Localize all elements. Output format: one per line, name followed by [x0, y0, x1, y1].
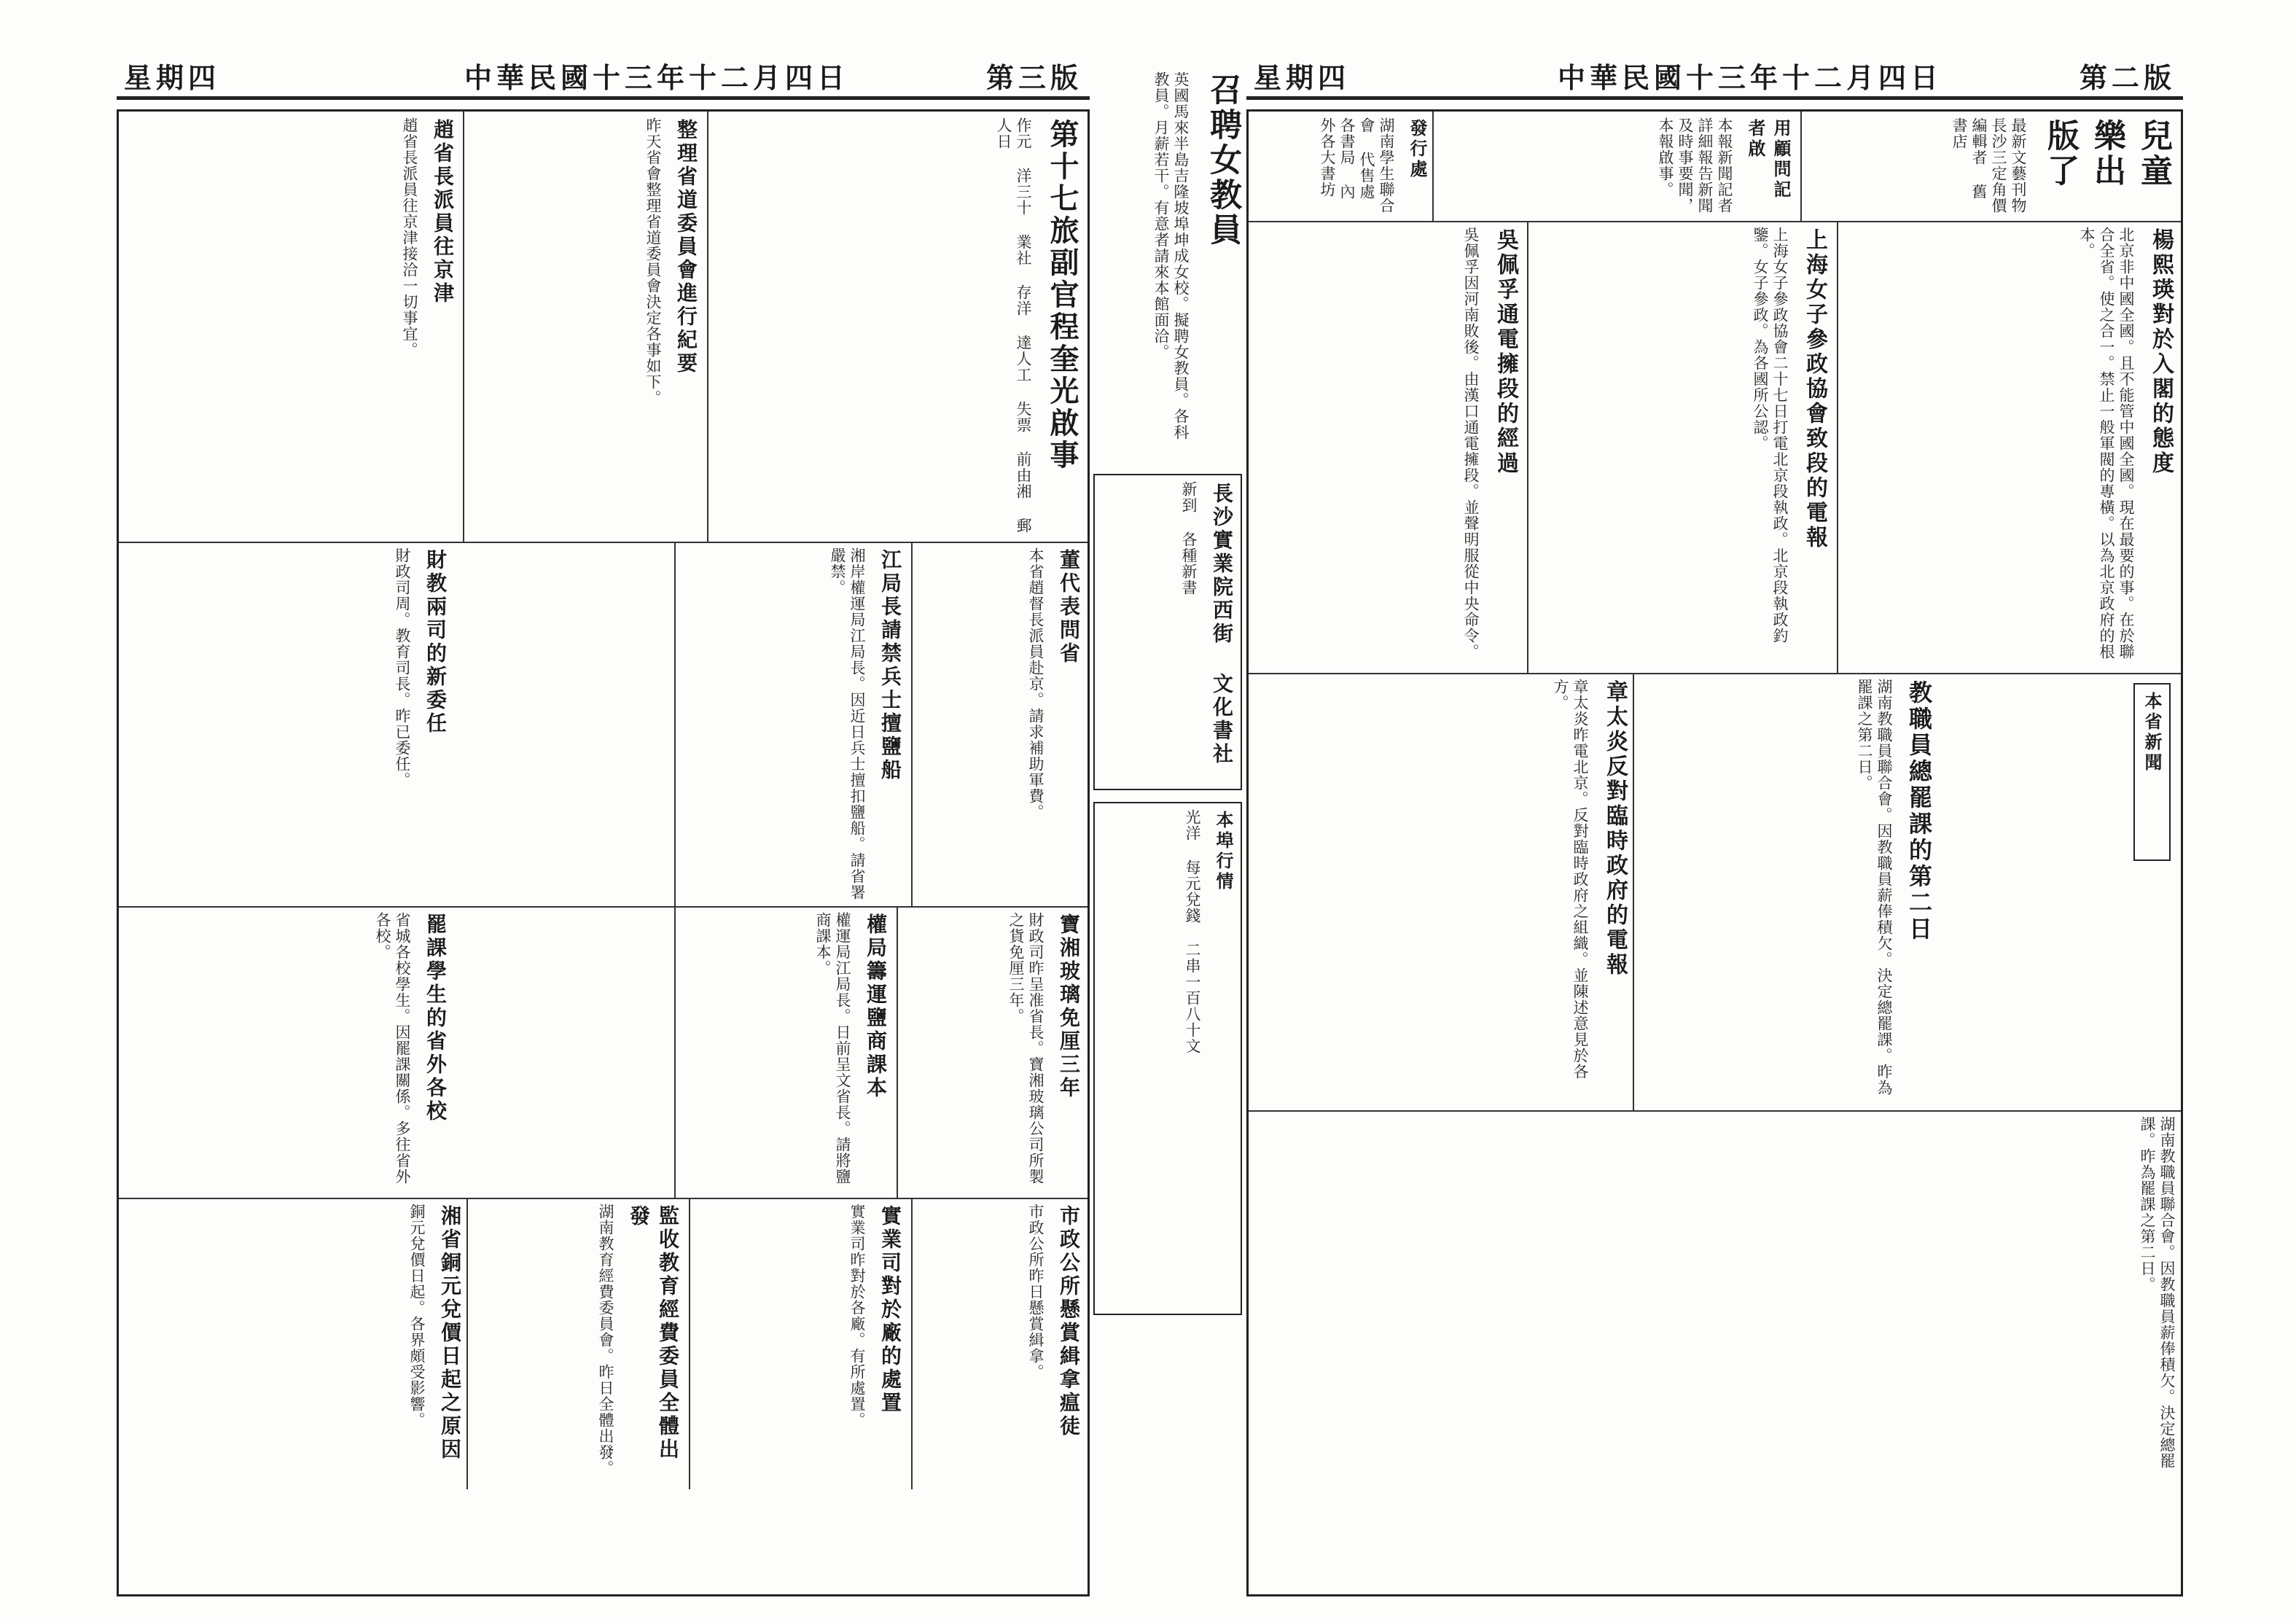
edition-label: 第三版	[985, 61, 1082, 94]
article-zhao	[119, 112, 461, 542]
article-finance-text: 財政司周。教育司長。昨已委任。	[394, 547, 411, 788]
article-yang	[1838, 221, 2181, 673]
middle-tier	[1249, 673, 2181, 1112]
publisher-item	[1249, 112, 1434, 221]
article-funds-text: 湖南教育經費委員會。昨日全體出發。	[597, 1204, 614, 1476]
article-shanghai-headline: 上海女子參政協會致段的電報	[1802, 228, 1827, 550]
weekday-label: 星期四	[124, 61, 221, 94]
article-students-headline: 罷課學生的省外各校	[423, 913, 448, 1123]
ad-market	[1093, 802, 1242, 1315]
article-road	[464, 112, 705, 542]
notice-cheng	[708, 112, 1088, 542]
article-yang-headline: 楊熙瑛對於入閣的態度	[2148, 228, 2174, 476]
article-market-text: 市政公所昨日懸賞緝拿。	[1027, 1204, 1044, 1380]
article-strike-text: 湖南教職員聯合會。因教職員薪俸積欠。決定總罷課。昨為罷課之第二日。	[1856, 679, 1893, 1096]
edition-label: 第二版	[2079, 61, 2176, 94]
article-shanghai-text: 上海女子參政協會二十七日打電北京段執政。北京段執政釣鑒。女子參政。為各國所公認。	[1752, 227, 1789, 644]
ad-teachers-headline: 召聘女教員	[1204, 73, 1241, 248]
article-copper	[119, 1198, 469, 1489]
page-three-header	[117, 51, 1090, 100]
page-two	[1246, 51, 2183, 1596]
page-two-body	[1246, 109, 2183, 1596]
article-dong-headline: 董代表問省	[1057, 549, 1081, 666]
notice-headline: 用顧問記者啟	[1745, 119, 1792, 200]
bottom-tier	[119, 1198, 1088, 1489]
article-jiang-headline: 江局長請禁兵士擅鹽船	[878, 549, 902, 782]
article-zhao-text: 趙省長派員往京津接洽一切事宜。	[401, 117, 418, 358]
article-wu-text: 吳佩孚因河南敗後。由漢口通電擁段。並聲明服從中央命令。	[1462, 227, 1480, 660]
article-salt	[676, 906, 894, 1198]
article-strike-cont-text: 湖南教職員聯合會。因教職員薪俸積欠。決定總罷課。昨為罷課之第二日。	[2139, 1116, 2176, 1469]
article-wu-headline: 吳佩孚通電擁段的經過	[1493, 228, 1518, 476]
publisher-text: 湖南學生聯合會 代售處 各書局 內外各大書坊	[1319, 117, 1395, 214]
article-industry	[690, 1198, 909, 1489]
book-ad-text: 最新文藝刊物 長沙三定角價 編輯者 舊書店	[1951, 117, 2027, 214]
date-label: 中華民國十三年十二月四日	[464, 61, 849, 94]
notice-text: 本報新聞記者詳細報告新聞及時事要聞，本報啟事。	[1657, 117, 1733, 214]
article-salt-headline: 權局籌運鹽商課本	[864, 913, 888, 1100]
article-zhang-text: 章太炎昨電北京。反對臨時政府之組織。並陳述意見於各方。	[1552, 679, 1589, 1080]
ad-bookstore-text: 新到 各種新書	[1180, 481, 1198, 596]
article-glass	[898, 906, 1088, 1198]
article-zhao-headline: 趙省長派員往京津	[431, 119, 455, 305]
page-two-header	[1246, 51, 2183, 100]
article-industry-headline: 實業司對於廠的處置	[878, 1205, 902, 1415]
article-glass-text: 財政司昨呈准省長。寶湘玻璃公司所製之貨免厘三年。	[1007, 912, 1044, 1185]
article-wu	[1249, 221, 1526, 673]
center-gutter	[1086, 66, 1250, 1604]
article-zhang	[1249, 673, 1635, 1110]
article-students-text: 省城各校學生。因罷課關係。多往省外各校。	[374, 912, 411, 1185]
article-copper-text: 銅元兌價日起。各界頗受影響。	[408, 1204, 426, 1428]
article-finance	[119, 542, 454, 906]
book-ad	[1802, 112, 2181, 221]
article-glass-headline: 寶湘玻璃免厘三年	[1057, 913, 1081, 1100]
book-ad-headline: 兒童樂出版了	[2042, 119, 2172, 189]
article-shanghai	[1528, 221, 1835, 673]
lower-tier	[1249, 1110, 2181, 1489]
article-students	[119, 906, 454, 1198]
notice-item	[1434, 112, 1798, 221]
article-dong	[913, 542, 1088, 906]
article-funds	[468, 1198, 687, 1489]
ad-teachers-text: 英國馬來半島吉隆坡埠坤成女校。擬聘女教員。各科教員。月薪若干。有意者請來本館面洽。	[1152, 71, 1190, 440]
upper-tier	[1249, 221, 2181, 674]
date-label: 中華民國十三年十二月四日	[1557, 61, 1942, 94]
article-strike-headline: 教職員總罷課的第二日	[1905, 680, 1933, 943]
section-tag-local-label: 本省新聞	[2133, 683, 2171, 861]
ad-market-text: 光洋 每元兌錢 二串一百八十文	[1184, 809, 1201, 1054]
article-dong-text: 本省趙督長派員赴京。請求補助軍費。	[1027, 547, 1044, 820]
article-jiang-text: 湘岸權運局江局長。因近日兵士擅扣鹽船。請省署嚴禁。	[829, 547, 866, 900]
page-three	[117, 51, 1090, 1596]
article-salt-text: 權運局江局長。日前呈文省長。請將鹽商課本。	[814, 912, 851, 1185]
notice-cheng-text: 作元 洋三十 業社 存洋 達人工 失票 前由湘 郵人日	[995, 117, 1032, 534]
article-zhang-headline: 章太炎反對臨時政府的電報	[1602, 680, 1628, 978]
article-copper-headline: 湘省銅元兌價日起之原因	[438, 1205, 462, 1462]
ad-bookstore	[1093, 474, 1242, 790]
upper-tier	[119, 112, 1088, 543]
article-finance-headline: 財教兩司的新委任	[423, 549, 448, 736]
article-strike-cont	[1248, 1110, 2181, 1489]
article-road-headline: 整理省道委員會進行紀要	[674, 119, 698, 375]
ad-teachers	[1086, 66, 1250, 459]
ad-market-headline: 本埠行情	[1213, 811, 1234, 892]
publisher-headline: 發行處	[1407, 119, 1428, 180]
article-jiang	[676, 542, 909, 906]
notice-cheng-headline: 第十七旅副官程奎光啟事	[1045, 119, 1079, 472]
article-industry-text: 實業司昨對於各廠。有所處置。	[848, 1204, 866, 1428]
article-funds-headline: 監收教育經費委員全體出發	[627, 1205, 680, 1462]
third-tier	[119, 906, 1088, 1199]
article-market	[913, 1198, 1088, 1489]
second-tier	[119, 542, 1088, 908]
weekday-label: 星期四	[1254, 61, 1351, 94]
page-three-body	[117, 109, 1090, 1596]
ad-bookstore-headline: 長沙實業院西街 文化書社	[1210, 483, 1234, 766]
article-market-headline: 市政公所懸賞緝拿瘟徒	[1057, 1205, 1081, 1438]
article-road-text: 昨天省會整理省道委員會決定各事如下。	[644, 117, 662, 406]
top-strip	[1249, 112, 2181, 222]
article-yang-text: 北京非中國全國。且不能管中國全國。現在最要的事。在於聯合全省。使之合一。禁止一般軍閥的專橫。以為北京政府的根本。	[2078, 227, 2135, 660]
article-strike	[1634, 673, 1940, 1110]
section-tag-local	[1940, 673, 2181, 1110]
